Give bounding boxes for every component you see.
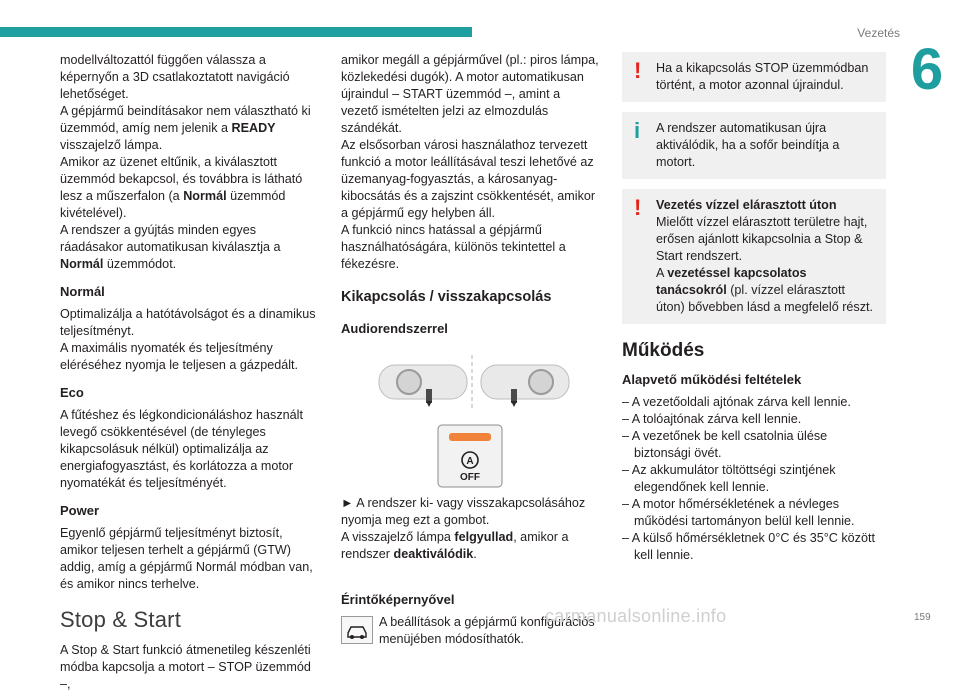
- watermark: carmanualsonline.info: [545, 606, 727, 626]
- off-label: OFF: [460, 472, 480, 483]
- info-note: [622, 112, 886, 179]
- top-accent-bar: [0, 27, 472, 37]
- list-item: – A tolóajtónak zárva kell lennie.: [622, 412, 802, 426]
- column-1: [60, 52, 322, 693]
- intro-p3: Amikor az üzenet eltűnik, a kiválasztott üzemmód bekapcsol, és továbbra is látható lesz a műszerfalon (a Normál üzemmód kivételével).: [60, 155, 303, 220]
- power-heading: Power: [60, 503, 100, 518]
- conditions-heading: Alapvető működési feltételek: [622, 372, 802, 387]
- touch-heading: Érintőképernyővel: [341, 592, 455, 607]
- intro-p2: A gépjármű beindításakor nem választható ki üzemmód, amíg nem jelenik a READY visszajelző lámpa.: [60, 104, 311, 152]
- touch-text: A beállítások a gépjármű konfigurációs menüjében módosíthatók.: [379, 615, 595, 646]
- audio-heading: Audiorendszerrel: [341, 321, 448, 336]
- warning-icon: !: [634, 58, 642, 83]
- ss-para-3: A funkció nincs hatással a gépjármű használhatóságára, különös tekintettel a fékezésre.: [341, 223, 566, 271]
- section-title: Vezetés: [857, 26, 900, 40]
- intro-p1: modellváltozattól függően válassza a képernyőn a 3D csatlakoztatott navigáció lehetőséget.: [60, 53, 290, 101]
- conditions-list: [622, 394, 886, 564]
- warning-icon: !: [634, 195, 642, 220]
- svg-text:A: A: [466, 456, 474, 467]
- stop-start-button-illustration: [341, 349, 599, 573]
- warning-note-1-text: Ha a kikapcsolás STOP üzemmódban történt, a motor azonnal újraindul.: [656, 61, 869, 92]
- list-item: – A külső hőmérsékletnek 0°C és 35°C között kell lennie.: [622, 531, 875, 562]
- column-3: [622, 52, 886, 564]
- page-number: 159: [914, 612, 931, 623]
- list-item: – A motor hőmérsékletének a névleges működési tartományon belül kell lennie.: [622, 497, 855, 528]
- warning-note-2-text-2: A vezetéssel kapcsolatos tanácsokról (pl. vízzel elárasztott úton) bővebben lásd a megfelelő részt.: [656, 266, 874, 314]
- stop-start-heading: Stop & Start: [60, 607, 182, 632]
- info-icon: i: [634, 118, 641, 143]
- intro-p4: A rendszer a gyújtás minden egyes ráadásakor automatikusan kiválasztja a Normál üzemmódot.: [60, 223, 281, 271]
- audio-text-2: A visszajelző lámpa felgyullad, amikor a rendszer deaktiválódik.: [341, 530, 569, 561]
- info-note-text: A rendszer automatikusan újra aktiválódik, ha a sofőr beindítja a motort.: [656, 121, 840, 169]
- list-item: – A vezetőnek be kell csatolnia ülése biztonsági övét.: [622, 429, 828, 460]
- chapter-number: 6: [910, 37, 944, 102]
- eco-text: A fűtéshez és légkondicionáláshoz használt levegő csökkentésével (de tényleges kikapcsolásuk nélkül) optimalizálja az energiafogyasztást, és korlátozza a motor nyomatékát és teljesítményét.: [60, 408, 303, 490]
- column-2: [341, 52, 599, 648]
- warning-note-2-title: Vezetés vízzel elárasztott úton: [656, 198, 837, 212]
- eco-heading: Eco: [60, 385, 84, 400]
- warning-note-1: [622, 52, 886, 102]
- kikapcsolas-heading: Kikapcsolás / visszakapcsolás: [341, 289, 552, 305]
- audio-text-1: ► A rendszer ki- vagy visszakapcsolásához nyomja meg ezt a gombot.: [341, 496, 586, 527]
- stop-start-text: A Stop & Start funkció átmenetileg készenléti módba kapcsolja a motort – STOP üzemmód –,: [60, 643, 311, 691]
- warning-note-2: [622, 189, 886, 324]
- ss-para-2: Az elsősorban városi használathoz tervezett funkció a motor leállításával teszi lehetővé az üzemanyag-fogyasztás, a károsanyag-kibocsátás és a zajszint csökkentését, amikor a gépjármű egy helyben áll.: [341, 138, 596, 220]
- warning-note-2-text-1: Mielőtt vízzel elárasztott területre hajt, erősen ajánlott kikapcsolnia a Stop & Start rendszert.: [656, 215, 868, 263]
- normal-text-2: A maximális nyomaték és teljesítmény eléréséhez nyomja le teljesen a gázpedált.: [60, 341, 299, 372]
- mukodes-heading: Működés: [622, 340, 705, 361]
- power-text: Egyenlő gépjármű teljesítményt biztosít, amikor teljesen terhelt a gépjármű (GTW) addig, amíg a gépjármű Normál módban van, és amikor nincs terhelve.: [60, 526, 313, 591]
- normal-heading: Normál: [60, 284, 105, 299]
- list-item: – A vezetőoldali ajtónak zárva kell lennie.: [622, 395, 851, 409]
- list-item: – Az akkumulátor töltöttségi szintjének elegendőnek kell lennie.: [622, 463, 836, 494]
- normal-text-1: Optimalizálja a hatótávolságot és a dinamikus teljesítményt.: [60, 307, 316, 338]
- ss-para-1: amikor megáll a gépjárművel (pl.: piros lámpa, közlekedési dugók). A motor automatikusan újraindul – START üzemmód –, amint a vezető ismételten jelzi az elmozdulás szándékát.: [341, 53, 599, 135]
